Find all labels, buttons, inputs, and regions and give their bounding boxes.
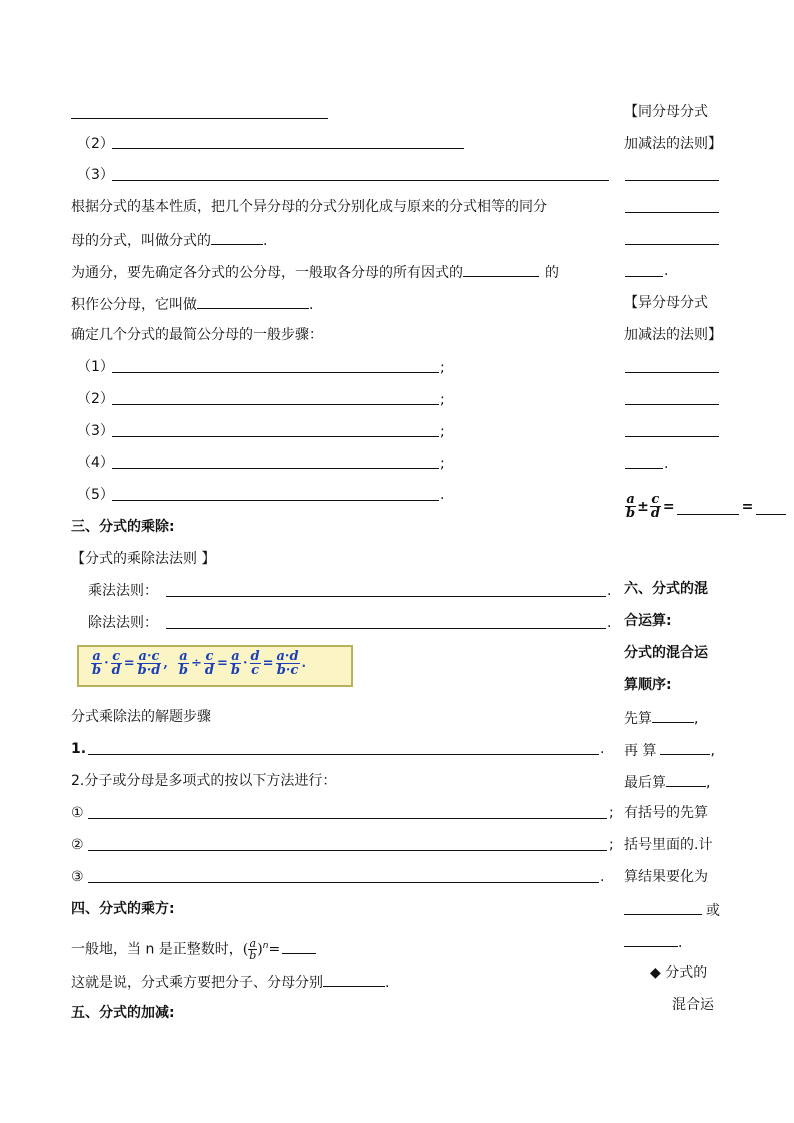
- list-item: （2）: [77, 136, 114, 152]
- side-title: 加减法的法则】: [624, 136, 722, 152]
- paragraph: .: [624, 931, 682, 953]
- answer-blank[interactable]: [624, 931, 678, 947]
- list-item: ②: [71, 837, 84, 853]
- formula-box: $\frac{a}{b}$ · $\frac{c}{d}$ = $\frac{a\cdot c}{b\cdot d}$ , $\frac{a}{b}$ ÷ $\frac{c}{d}$ = $\frac{a}{b}$ · $\frac{d}{c}$ = $\frac{a\cdot d}{b\cdot c}$ .: [77, 645, 353, 687]
- section-heading: 五、分式的加减:: [71, 1005, 175, 1021]
- paragraph: 或: [624, 899, 720, 921]
- list-item: （3）: [77, 167, 114, 183]
- rule-title: 【分式的乘除法法则 】: [71, 551, 216, 567]
- answer-blank[interactable]: [677, 499, 739, 515]
- answer-blank[interactable]: [197, 293, 309, 309]
- paragraph: 有括号的先算: [624, 805, 708, 821]
- answer-blank[interactable]: [660, 739, 710, 755]
- paragraph: 分式乘除法的解题步骤: [71, 709, 211, 725]
- list-item: （1）: [77, 359, 114, 375]
- answer-line[interactable]: [625, 244, 719, 245]
- paragraph: 积作公分母，它叫做 .: [71, 293, 313, 315]
- label: 乘法法则：: [88, 583, 158, 599]
- answer-line[interactable]: [625, 468, 663, 469]
- side-title: 加减法的法则】: [624, 327, 722, 343]
- answer-line[interactable]: [71, 118, 328, 119]
- punct: ;: [440, 424, 445, 440]
- paragraph: 算结果要化为: [624, 869, 708, 885]
- answer-line[interactable]: [88, 818, 607, 819]
- answer-line[interactable]: [88, 850, 607, 851]
- list-item: （3）: [77, 423, 114, 439]
- paragraph: 分式的混合运: [624, 645, 708, 661]
- fraction: $\frac{a}{b}$: [230, 649, 240, 678]
- answer-blank[interactable]: [282, 938, 316, 954]
- punct: ;: [609, 837, 614, 853]
- side-title: 【异分母分式: [624, 295, 708, 311]
- side-formula: $\frac{a}{b}$ ± $\frac{c}{d}$ = =: [625, 493, 786, 520]
- answer-line[interactable]: [625, 372, 719, 373]
- list-item: （2）: [77, 391, 114, 407]
- section-heading: 四、分式的乘方:: [71, 901, 175, 917]
- punct: .: [664, 456, 669, 472]
- list-item: ①: [71, 805, 84, 821]
- fraction: $\frac{a}{b}$: [249, 937, 257, 963]
- answer-line[interactable]: [112, 372, 439, 373]
- answer-blank[interactable]: [756, 499, 786, 515]
- fraction: $\frac{a}{b}$: [626, 492, 636, 521]
- answer-line[interactable]: [112, 180, 609, 181]
- answer-line[interactable]: [625, 436, 719, 437]
- paragraph: 为通分，要先确定各分式的公分母，一般取各分母的所有因式的 的: [71, 261, 559, 283]
- paragraph: 2.分子或分母是多项式的按以下方法进行：: [71, 773, 337, 789]
- paragraph: 括号里面的.计: [624, 837, 713, 853]
- punct: ;: [440, 360, 445, 376]
- answer-line[interactable]: [112, 404, 439, 405]
- paragraph: 根据分式的基本性质，把几个异分母的分式分别化成与原来的分式相等的同分: [71, 199, 547, 215]
- punct: ;: [440, 456, 445, 472]
- paragraph: 这就是说，分式乘方要把分子、分母分别 .: [71, 971, 389, 993]
- punct: .: [664, 263, 669, 279]
- answer-line[interactable]: [112, 148, 464, 149]
- section-heading: 合运算:: [624, 613, 672, 629]
- punct: ;: [609, 805, 614, 821]
- answer-blank[interactable]: [624, 899, 702, 915]
- answer-blank[interactable]: [211, 229, 263, 245]
- punct: .: [600, 869, 605, 885]
- fraction: $\frac{c}{d}$: [204, 649, 214, 678]
- answer-line[interactable]: [112, 500, 439, 501]
- answer-line[interactable]: [112, 436, 439, 437]
- paragraph: 确定几个分式的最简公分母的一般步骤：: [71, 327, 323, 343]
- answer-line[interactable]: [625, 212, 719, 213]
- paragraph: 一般地，当 n 是正整数时，( $\frac{a}{b}$ )$^n$=: [71, 936, 316, 961]
- side-title: 【同分母分式: [624, 104, 708, 120]
- answer-line[interactable]: [625, 180, 719, 181]
- punct: .: [440, 487, 445, 503]
- fraction: $\frac{d}{c}$: [250, 649, 260, 678]
- answer-blank[interactable]: [652, 707, 694, 723]
- fraction: $\frac{a\cdot c}{b\cdot d}$: [137, 649, 161, 678]
- answer-line[interactable]: [166, 596, 606, 597]
- list-item: （5）: [77, 487, 114, 503]
- list-item: （4）: [77, 455, 114, 471]
- answer-blank[interactable]: [463, 261, 539, 277]
- paragraph: ◆ 分式的: [650, 965, 708, 981]
- label: 除法法则：: [88, 615, 158, 631]
- paragraph: 最后算 ,: [624, 771, 710, 793]
- paragraph: 先算 ,: [624, 707, 698, 729]
- section-heading: 三、分式的乘除:: [71, 519, 175, 535]
- answer-line[interactable]: [88, 882, 599, 883]
- answer-line[interactable]: [112, 468, 439, 469]
- fraction: $\frac{a}{b}$: [92, 649, 102, 678]
- punct: .: [607, 615, 612, 631]
- paragraph: 算顺序:: [624, 677, 672, 693]
- answer-line[interactable]: [166, 628, 606, 629]
- list-item: ③: [71, 869, 84, 885]
- answer-line[interactable]: [625, 276, 663, 277]
- answer-line[interactable]: [625, 404, 719, 405]
- answer-blank[interactable]: [323, 971, 385, 987]
- punct: .: [607, 583, 612, 599]
- punct: ;: [440, 392, 445, 408]
- paragraph: 再 算 ,: [624, 739, 715, 761]
- fraction: $\frac{c}{d}$: [650, 492, 660, 521]
- answer-blank[interactable]: [666, 771, 706, 787]
- answer-line[interactable]: [88, 754, 599, 755]
- list-item: 1.: [71, 741, 87, 757]
- punct: .: [600, 741, 605, 757]
- paragraph: 母的分式，叫做分式的 .: [71, 229, 267, 251]
- section-heading: 六、分式的混: [624, 581, 708, 597]
- fraction: $\frac{a}{b}$: [178, 649, 188, 678]
- fraction: $\frac{a\cdot d}{b\cdot c}$: [276, 649, 299, 678]
- fraction: $\frac{c}{d}$: [111, 649, 121, 678]
- paragraph: 混合运: [672, 997, 714, 1013]
